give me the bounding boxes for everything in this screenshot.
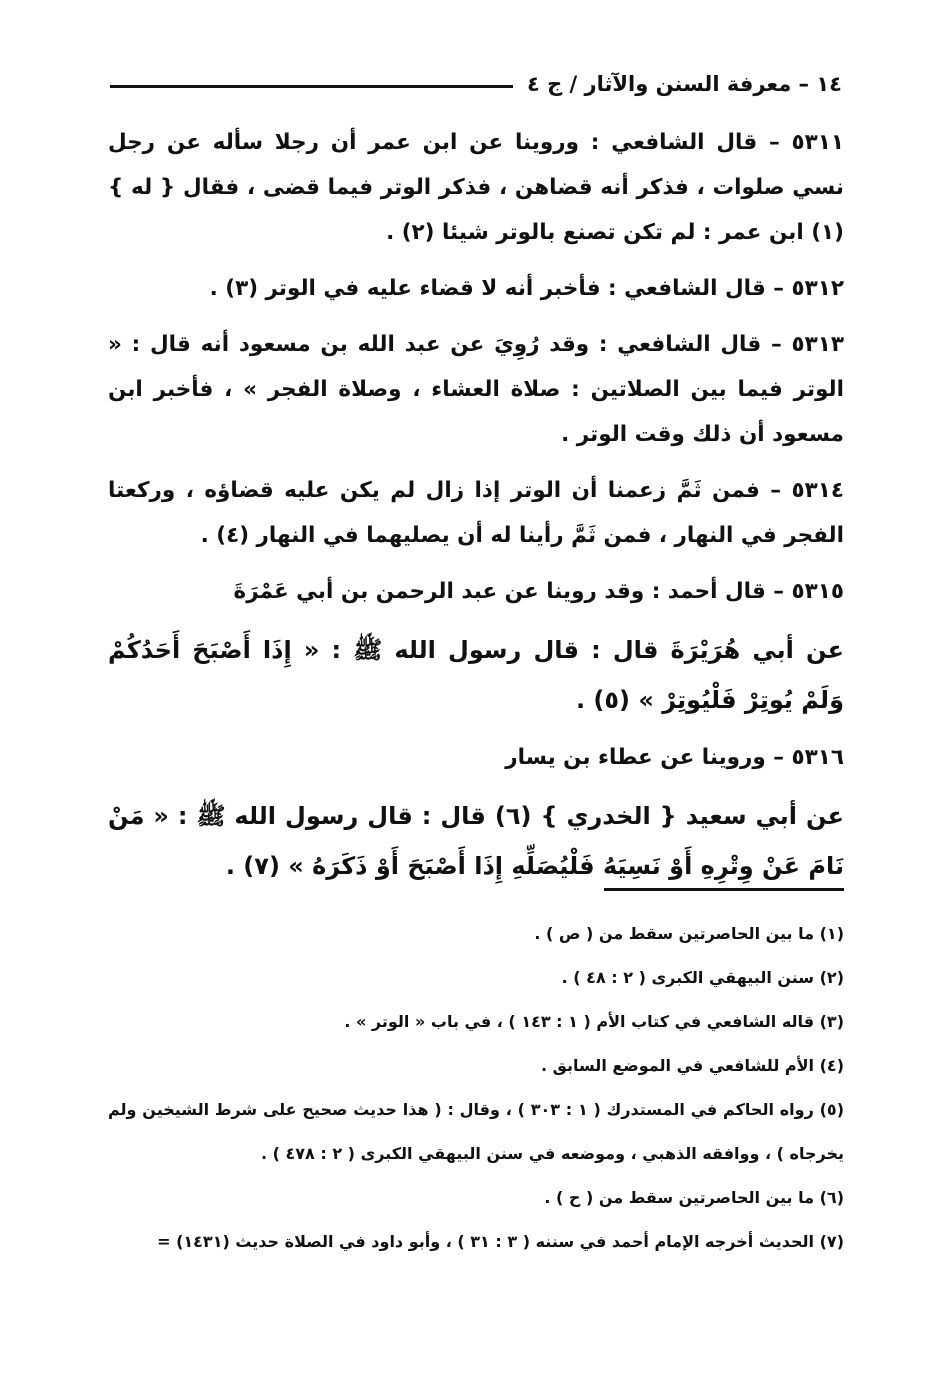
footnote-separator [604,888,844,891]
main-text [108,120,844,901]
footnote-2: (٢) سنن البيهقي الكبرى ( ٢ : ٤٨ ) . [561,968,844,987]
footnote-1: (١) ما بين الحاصرتين سقط من ( ص ) . [534,924,844,943]
footnote-7: (٧) الحديث أخرجه الإمام أحمد في سننه ( ٣ : ٣١ ) ، وأبو داود في الصلاة حديث (١٤٣١) = [157,1232,844,1251]
footnotes [108,912,844,1264]
paragraph-5313: ٥٣١٣ – قال الشافعي : وقد رُوِيَ عن عبد الله بن مسعود أنه قال : « الوتر فيما بين الصلاتين : صلاة العشاء ، وصلاة الفجر » ، فأخبر ابن مسعود أن ذلك وقت الوتر . [108,332,844,447]
footnote-5: (٥) رواه الحاكم في المستدرك ( ١ : ٣٠٣ ) ، وقال : ( هذا حديث صحيح على شرط الشيخين ولم يخرجاه ) ، ووافقه الذهبي ، وموضعه في سنن البيهقي الكبرى ( ٢ : ٤٧٨ ) . [108,1100,844,1163]
footnote-6: (٦) ما بين الحاصرتين سقط من ( ح ) . [544,1188,844,1207]
paragraph-5315: ٥٣١٥ – قال أحمد : وقد روينا عن عبد الرحمن بن أبي عَمْرَةَ [233,579,844,604]
hadith-text-5316: عن أبي سعيد { الخدري } (٦) قال : قال رسول الله ﷺ : « مَنْ نَامَ عَنْ وِتْرِهِ أَوْ نَسِيَهُ فَلْيُصَلِّهِ إِذَا أَصْبَحَ أَوْ ذَكَرَهُ » (٧) . [108,802,844,880]
page-header [110,64,842,104]
hadith-text-5315: عن أبي هُرَيْرَةَ قال : قال رسول الله ﷺ : « إِذَا أَصْبَحَ أَحَدُكُمْ وَلَمْ يُوتِرْ فَلْيُوتِرْ » (٥) . [108,636,844,714]
paragraph-5314: ٥٣١٤ – فمن ثَمَّ زعمنا أن الوتر إذا زال لم يكن عليه قضاؤه ، وركعتا الفجر في النهار ، فمن ثَمَّ رأينا له أن يصليهما في النهار (٤) . [108,478,844,548]
paragraph-5316: ٥٣١٦ – وروينا عن عطاء بن يسار [505,745,844,770]
paragraph-5311: ٥٣١١ – قال الشافعي : وروينا عن ابن عمر أن رجلا سأله عن رجل نسي صلوات ، فذكر أنه قضاهن ، فذكر الوتر فيما قضى ، فقال { له } (١) ابن عمر : لم تكن تصنع بالوتر شيئا (٢) . [108,130,844,245]
running-title: ١٤ – معرفة السنن والآثار / ج ٤ [526,72,842,96]
header-rule [110,85,513,88]
footnote-4: (٤) الأم للشافعي في الموضع السابق . [540,1056,844,1075]
footnote-3: (٣) قاله الشافعي في كتاب الأم ( ١ : ١٤٣ ) ، في باب « الوتر » . [344,1012,844,1031]
paragraph-5312: ٥٣١٢ – قال الشافعي : فأخبر أنه لا قضاء عليه في الوتر (٣) . [209,276,844,301]
